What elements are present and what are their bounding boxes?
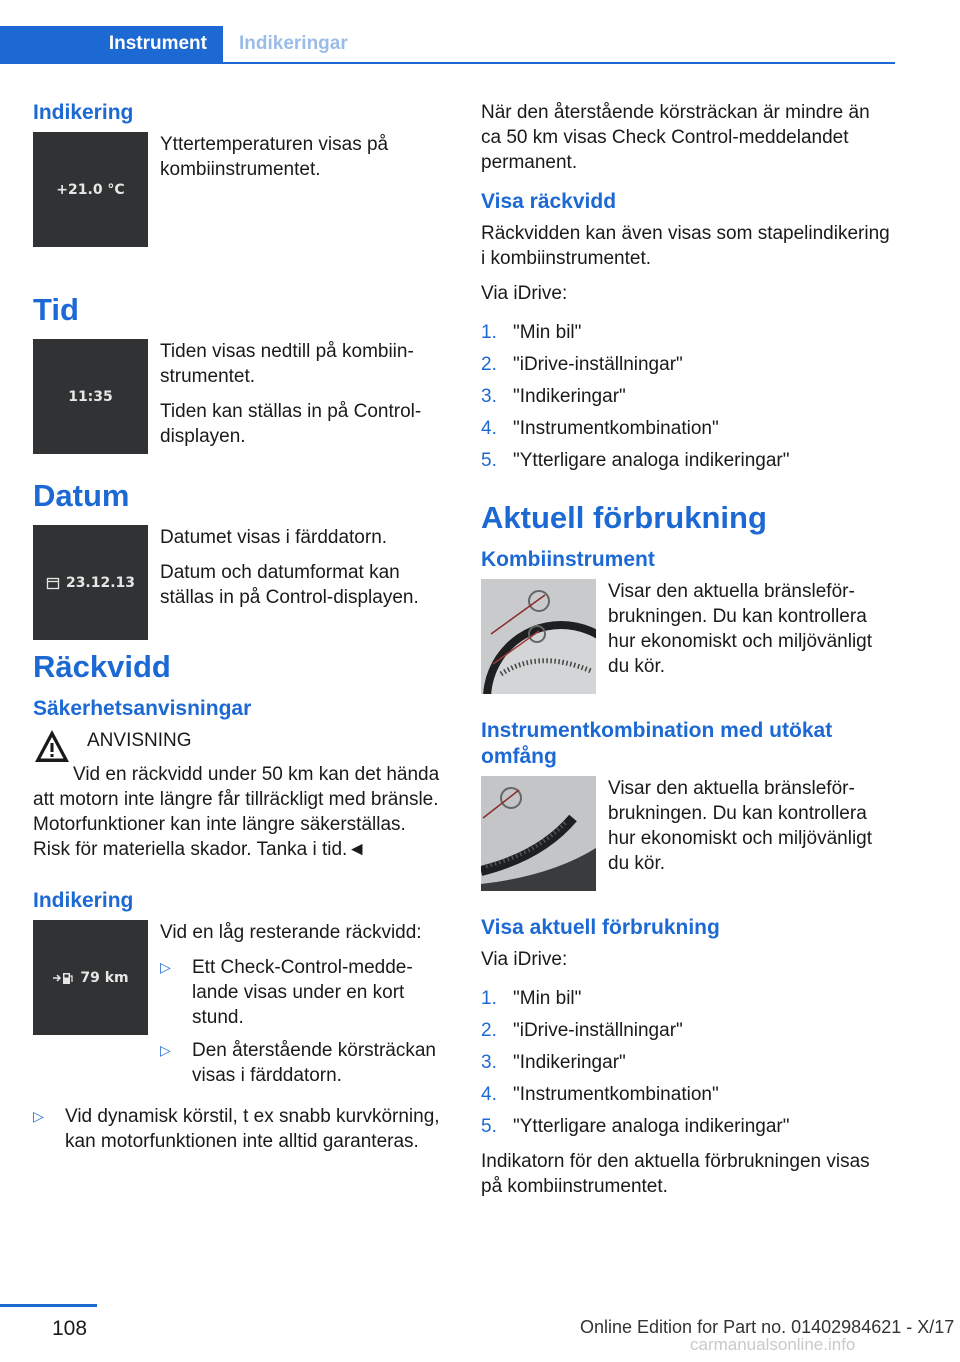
- fuel-pump-icon: [52, 971, 74, 985]
- paragraph: Tiden visas nedtill på kombiinstrumentet.: [160, 341, 414, 387]
- figure-row: [33, 132, 443, 247]
- subsection-heading: Visa aktuell förbrukning: [481, 916, 720, 939]
- list-item-text: "Min bil": [513, 988, 582, 1009]
- temperature-display: [33, 132, 148, 247]
- display-value: 23.12.13: [65, 574, 136, 591]
- calendar-icon: [46, 576, 60, 590]
- list-item-text: Vid dynamisk körstil, t ex snabb kurvkörning, kan motorfunktionen inte alltid garanteras.: [65, 1106, 440, 1152]
- header-tabbar: [0, 26, 895, 64]
- section-heading: Räckvidd: [33, 649, 171, 684]
- list-item: [160, 955, 443, 1030]
- list-item-text: "Min bil": [513, 322, 582, 343]
- tab-indikeringar[interactable]: Indikeringar: [239, 33, 348, 54]
- list-item: [481, 1018, 891, 1043]
- list-item: [481, 986, 891, 1011]
- paragraph: Datumet visas i färddatorn.: [160, 527, 388, 548]
- section-heading: Tid: [33, 292, 79, 327]
- display-value: 79 km: [80, 969, 129, 986]
- list-item-text: "iDrive-inställningar": [513, 1020, 683, 1041]
- list-item: [481, 352, 891, 377]
- list-number: 4.: [481, 418, 497, 439]
- list-item-text: "iDrive-inställningar": [513, 354, 683, 375]
- display-value: +21.0 °C: [56, 181, 125, 198]
- paragraph: Indikatorn för den aktuella förbrukningen visas på kombiinstrumentet.: [481, 1151, 870, 1197]
- section-heading: Aktuell förbrukning: [481, 500, 767, 535]
- section-heading: Indikering: [33, 101, 134, 124]
- subsection-heading: Visa räckvidd: [481, 190, 617, 213]
- bullet-list: [160, 955, 443, 1088]
- list-number: 4.: [481, 1084, 497, 1105]
- list-item-text: Ett Check-Control-meddelande visas under en kort stund.: [192, 957, 413, 1028]
- right-column: [481, 100, 891, 1209]
- numbered-list: [481, 320, 891, 473]
- display-value: 11:35: [68, 388, 113, 405]
- subsection-heading: Indikering: [33, 889, 134, 912]
- list-item: [33, 1104, 443, 1154]
- figure-row: [481, 579, 891, 694]
- paragraph: Vid en låg resterande räckvidd:: [160, 922, 422, 943]
- list-item-text: Den återstående körsträckan visas i färddatorn.: [192, 1040, 436, 1086]
- list-item-text: "Indikeringar": [513, 1052, 626, 1073]
- list-number: 1.: [481, 988, 497, 1009]
- list-item-text: "Ytterligare analoga indikeringar": [513, 450, 790, 471]
- warning-label: ANVISNING: [87, 730, 192, 751]
- list-number: 3.: [481, 1052, 497, 1073]
- figure-row: [33, 920, 443, 1098]
- paragraph: Via iDrive:: [481, 283, 568, 304]
- list-item-text: "Ytterligare analoga indikeringar": [513, 1116, 790, 1137]
- watermark: carmanualsonline.info: [690, 1335, 856, 1354]
- subsection-heading: Instrumentkombination med utökat omfång: [481, 719, 833, 768]
- date-display: [33, 525, 148, 640]
- time-display: [33, 339, 148, 454]
- page-number: 108: [52, 1317, 88, 1340]
- paragraph: När den återstående körsträckan är mindre än ca 50 km visas Check Control-meddelandet permanent.: [481, 102, 870, 173]
- list-number: 5.: [481, 1116, 497, 1137]
- paragraph: Datum och datumformat kan ställas in på Control-displayen.: [160, 562, 419, 608]
- list-item: [481, 1114, 891, 1139]
- list-number: 2.: [481, 354, 497, 375]
- subsection-heading: Säkerhetsanvisningar: [33, 697, 252, 720]
- paragraph: Via iDrive:: [481, 949, 568, 970]
- list-item-text: "Instrumentkombination": [513, 418, 719, 439]
- bullet-triangle-icon: ▷: [33, 1108, 44, 1124]
- list-number: 1.: [481, 322, 497, 343]
- warning-triangle-icon: [33, 728, 71, 764]
- list-item: [481, 1050, 891, 1075]
- list-item: [160, 1038, 443, 1088]
- warning-text: Vid en räckvidd under 50 km kan det hända att motorn inte längre får tillräckligt med bränsle. Motorfunktioner kan inte längre säkerställas. Risk för materiella skador. Tanka i tid.◄: [33, 764, 440, 860]
- edition-text: Online Edition for Part no. 01402984621 - X/17: [580, 1317, 955, 1337]
- paragraph: Yttertemperaturen visas på kombiinstrumentet.: [160, 134, 389, 180]
- tab-instrument[interactable]: Instrument: [0, 26, 223, 62]
- bullet-triangle-icon: ▷: [160, 959, 171, 975]
- list-item: [481, 384, 891, 409]
- list-number: 2.: [481, 1020, 497, 1041]
- numbered-list: [481, 986, 891, 1139]
- figure-row: [33, 339, 443, 459]
- list-item: [481, 416, 891, 441]
- figure-row: [33, 525, 443, 640]
- subsection-heading: Kombiinstrument: [481, 548, 655, 571]
- figure-row: [481, 776, 891, 891]
- paragraph: Tiden kan ställas in på Control-displayen.: [160, 401, 422, 447]
- left-column: [33, 100, 443, 1164]
- footer-rule: [0, 1304, 97, 1307]
- paragraph: Visar den aktuella bränsleförbrukningen. Du kan kontrollera hur ekonomiskt och miljövänligt du kör.: [608, 581, 873, 677]
- list-item-text: "Instrumentkombination": [513, 1084, 719, 1105]
- warning-block: [33, 728, 443, 764]
- list-number: 3.: [481, 386, 497, 407]
- list-item: [481, 1082, 891, 1107]
- extended-gauge-image: [481, 776, 596, 891]
- section-heading: Datum: [33, 478, 130, 513]
- list-item: [481, 448, 891, 473]
- range-display: [33, 920, 148, 1035]
- bullet-triangle-icon: ▷: [160, 1042, 171, 1058]
- consumption-gauge-image: [481, 579, 596, 694]
- list-item: [481, 320, 891, 345]
- paragraph: Räckvidden kan även visas som stapelindikering i kombiinstrumentet.: [481, 223, 890, 269]
- list-number: 5.: [481, 450, 497, 471]
- bullet-list: [33, 1104, 443, 1154]
- paragraph: Visar den aktuella bränsleförbrukningen. Du kan kontrollera hur ekonomiskt och miljövänligt du kör.: [608, 778, 873, 874]
- list-item-text: "Indikeringar": [513, 386, 626, 407]
